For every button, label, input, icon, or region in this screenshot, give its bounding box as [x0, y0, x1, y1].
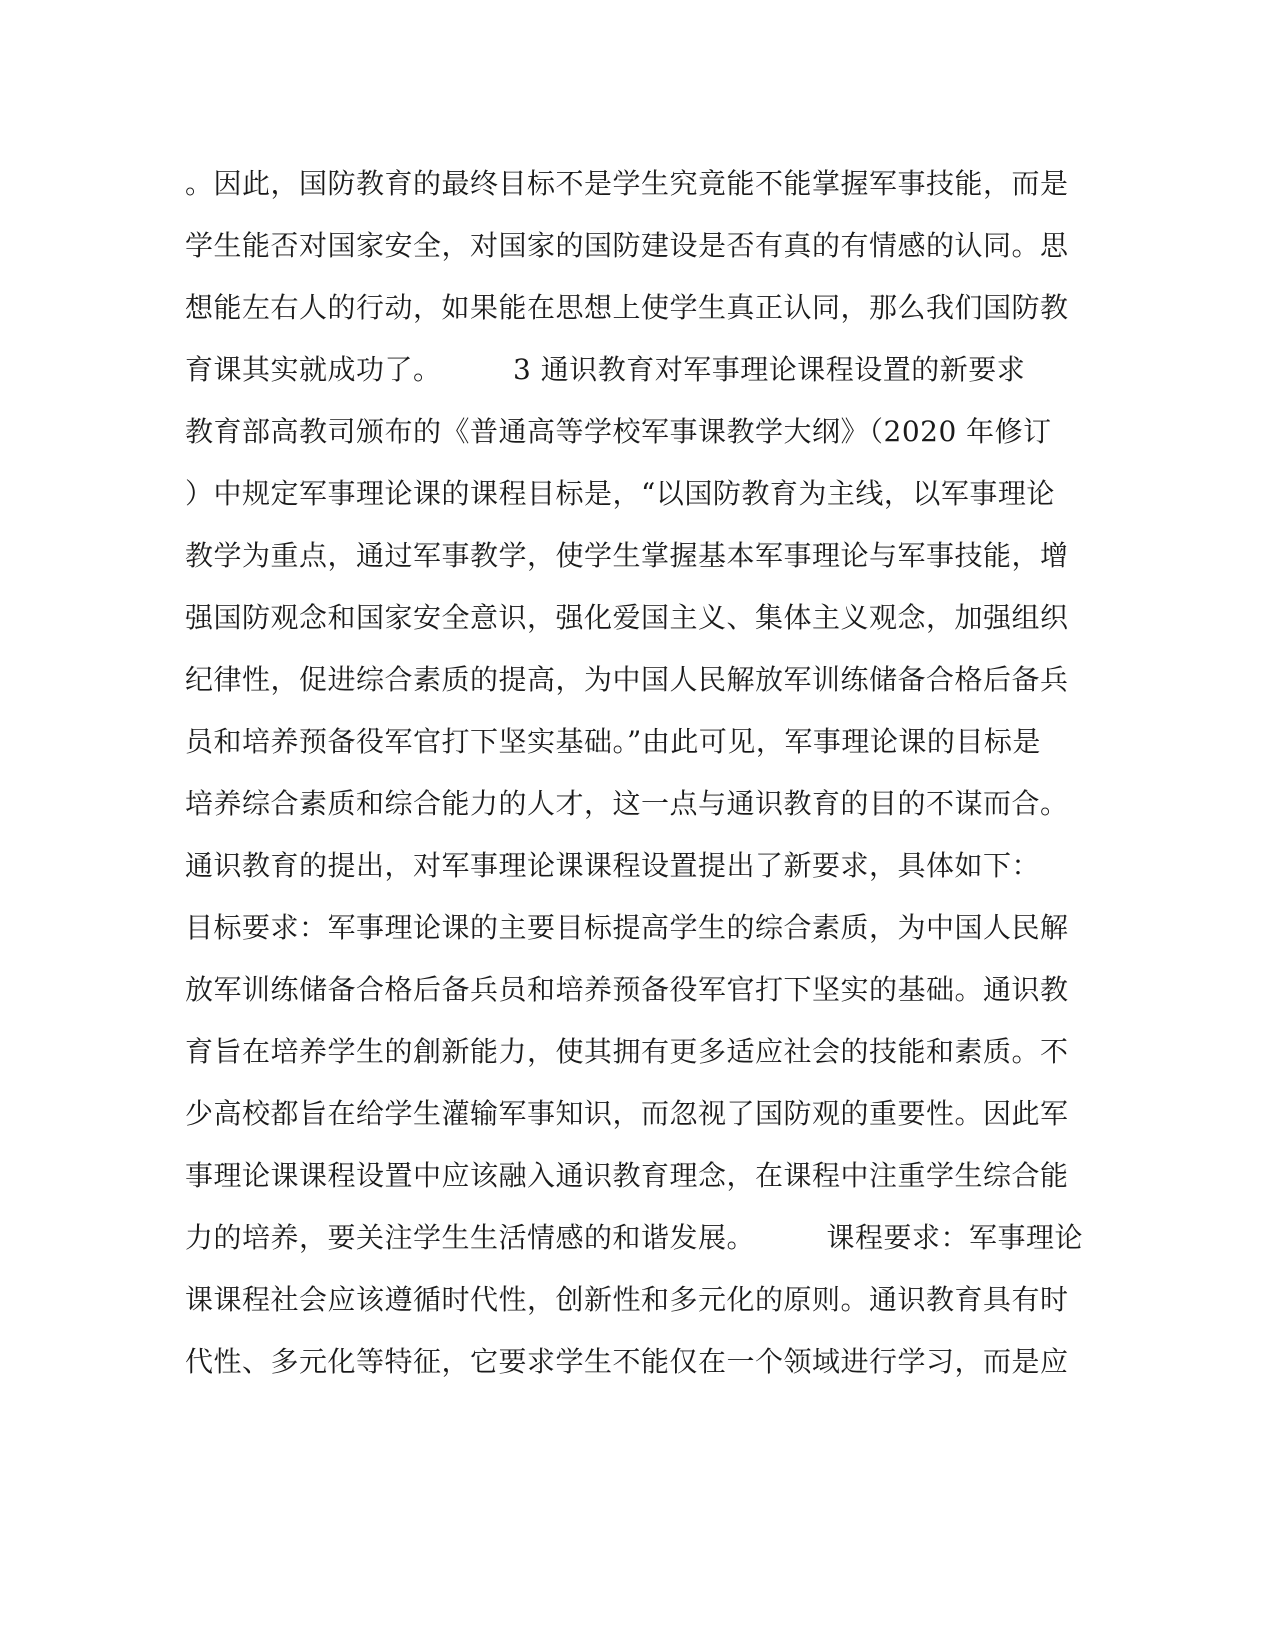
- text-line: 学生能否对国家安全，对国家的国防建设是否有真的有情感的认同。思: [185, 229, 1069, 262]
- text-line: 事理论课课程设置中应该融入通识教育理念，在课程中注重学生综合能: [185, 1159, 1069, 1192]
- text-line: 力的培养，要关注学生生活情感的和谐发展。 课程要求：军事理论: [185, 1221, 1084, 1254]
- text-line: 强国防观念和国家安全意识，强化爱国主义、集体主义观念，加强组织: [185, 601, 1069, 634]
- text-line: 教育部高教司颁布的《普通高等学校军事课教学大纲》（2020 年修订: [185, 415, 1052, 448]
- text-line: 放军训练储备合格后备兵员和培养预备役军官打下坚实的基础。通识教: [185, 973, 1069, 1006]
- text-line: 培养综合素质和综合能力的人才，这一点与通识教育的目的不谋而合。: [185, 787, 1069, 820]
- text-line: 少高校都旨在给学生灌输军事知识，而忽视了国防观的重要性。因此军: [185, 1097, 1069, 1130]
- text-line: 目标要求：军事理论课的主要目标提高学生的综合素质，为中国人民解: [185, 911, 1069, 944]
- text-line: 。因此，国防教育的最终目标不是学生究竟能不能掌握军事技能，而是: [185, 167, 1069, 200]
- text-line: 育课其实就成功了。 3 通识教育对军事理论课程设置的新要求: [185, 353, 1026, 386]
- text-line: 课课程社会应该遵循时代性，创新性和多元化的原则。通识教育具有时: [185, 1283, 1069, 1316]
- text-line: 育旨在培养学生的創新能力，使其拥有更多适应社会的技能和素质。不: [185, 1035, 1069, 1068]
- text-line: 代性、多元化等特征，它要求学生不能仅在一个领域进行学习，而是应: [185, 1345, 1069, 1378]
- text-line: 教学为重点，通过军事教学，使学生掌握基本军事理论与军事技能，增: [185, 539, 1069, 572]
- text-line: 想能左右人的行动，如果能在思想上使学生真正认同，那么我们国防教: [185, 291, 1069, 324]
- text-line: ）中规定军事理论课的课程目标是，“以国防教育为主线，以军事理论: [185, 477, 1055, 510]
- text-line: 员和培养预备役军官打下坚实基础。”由此可见，军事理论课的目标是: [185, 725, 1041, 758]
- text-line: 通识教育的提出，对军事理论课课程设置提出了新要求，具体如下：: [185, 849, 1041, 882]
- text-line: 纪律性，促进综合素质的提高，为中国人民解放军训练储备合格后备兵: [185, 663, 1069, 696]
